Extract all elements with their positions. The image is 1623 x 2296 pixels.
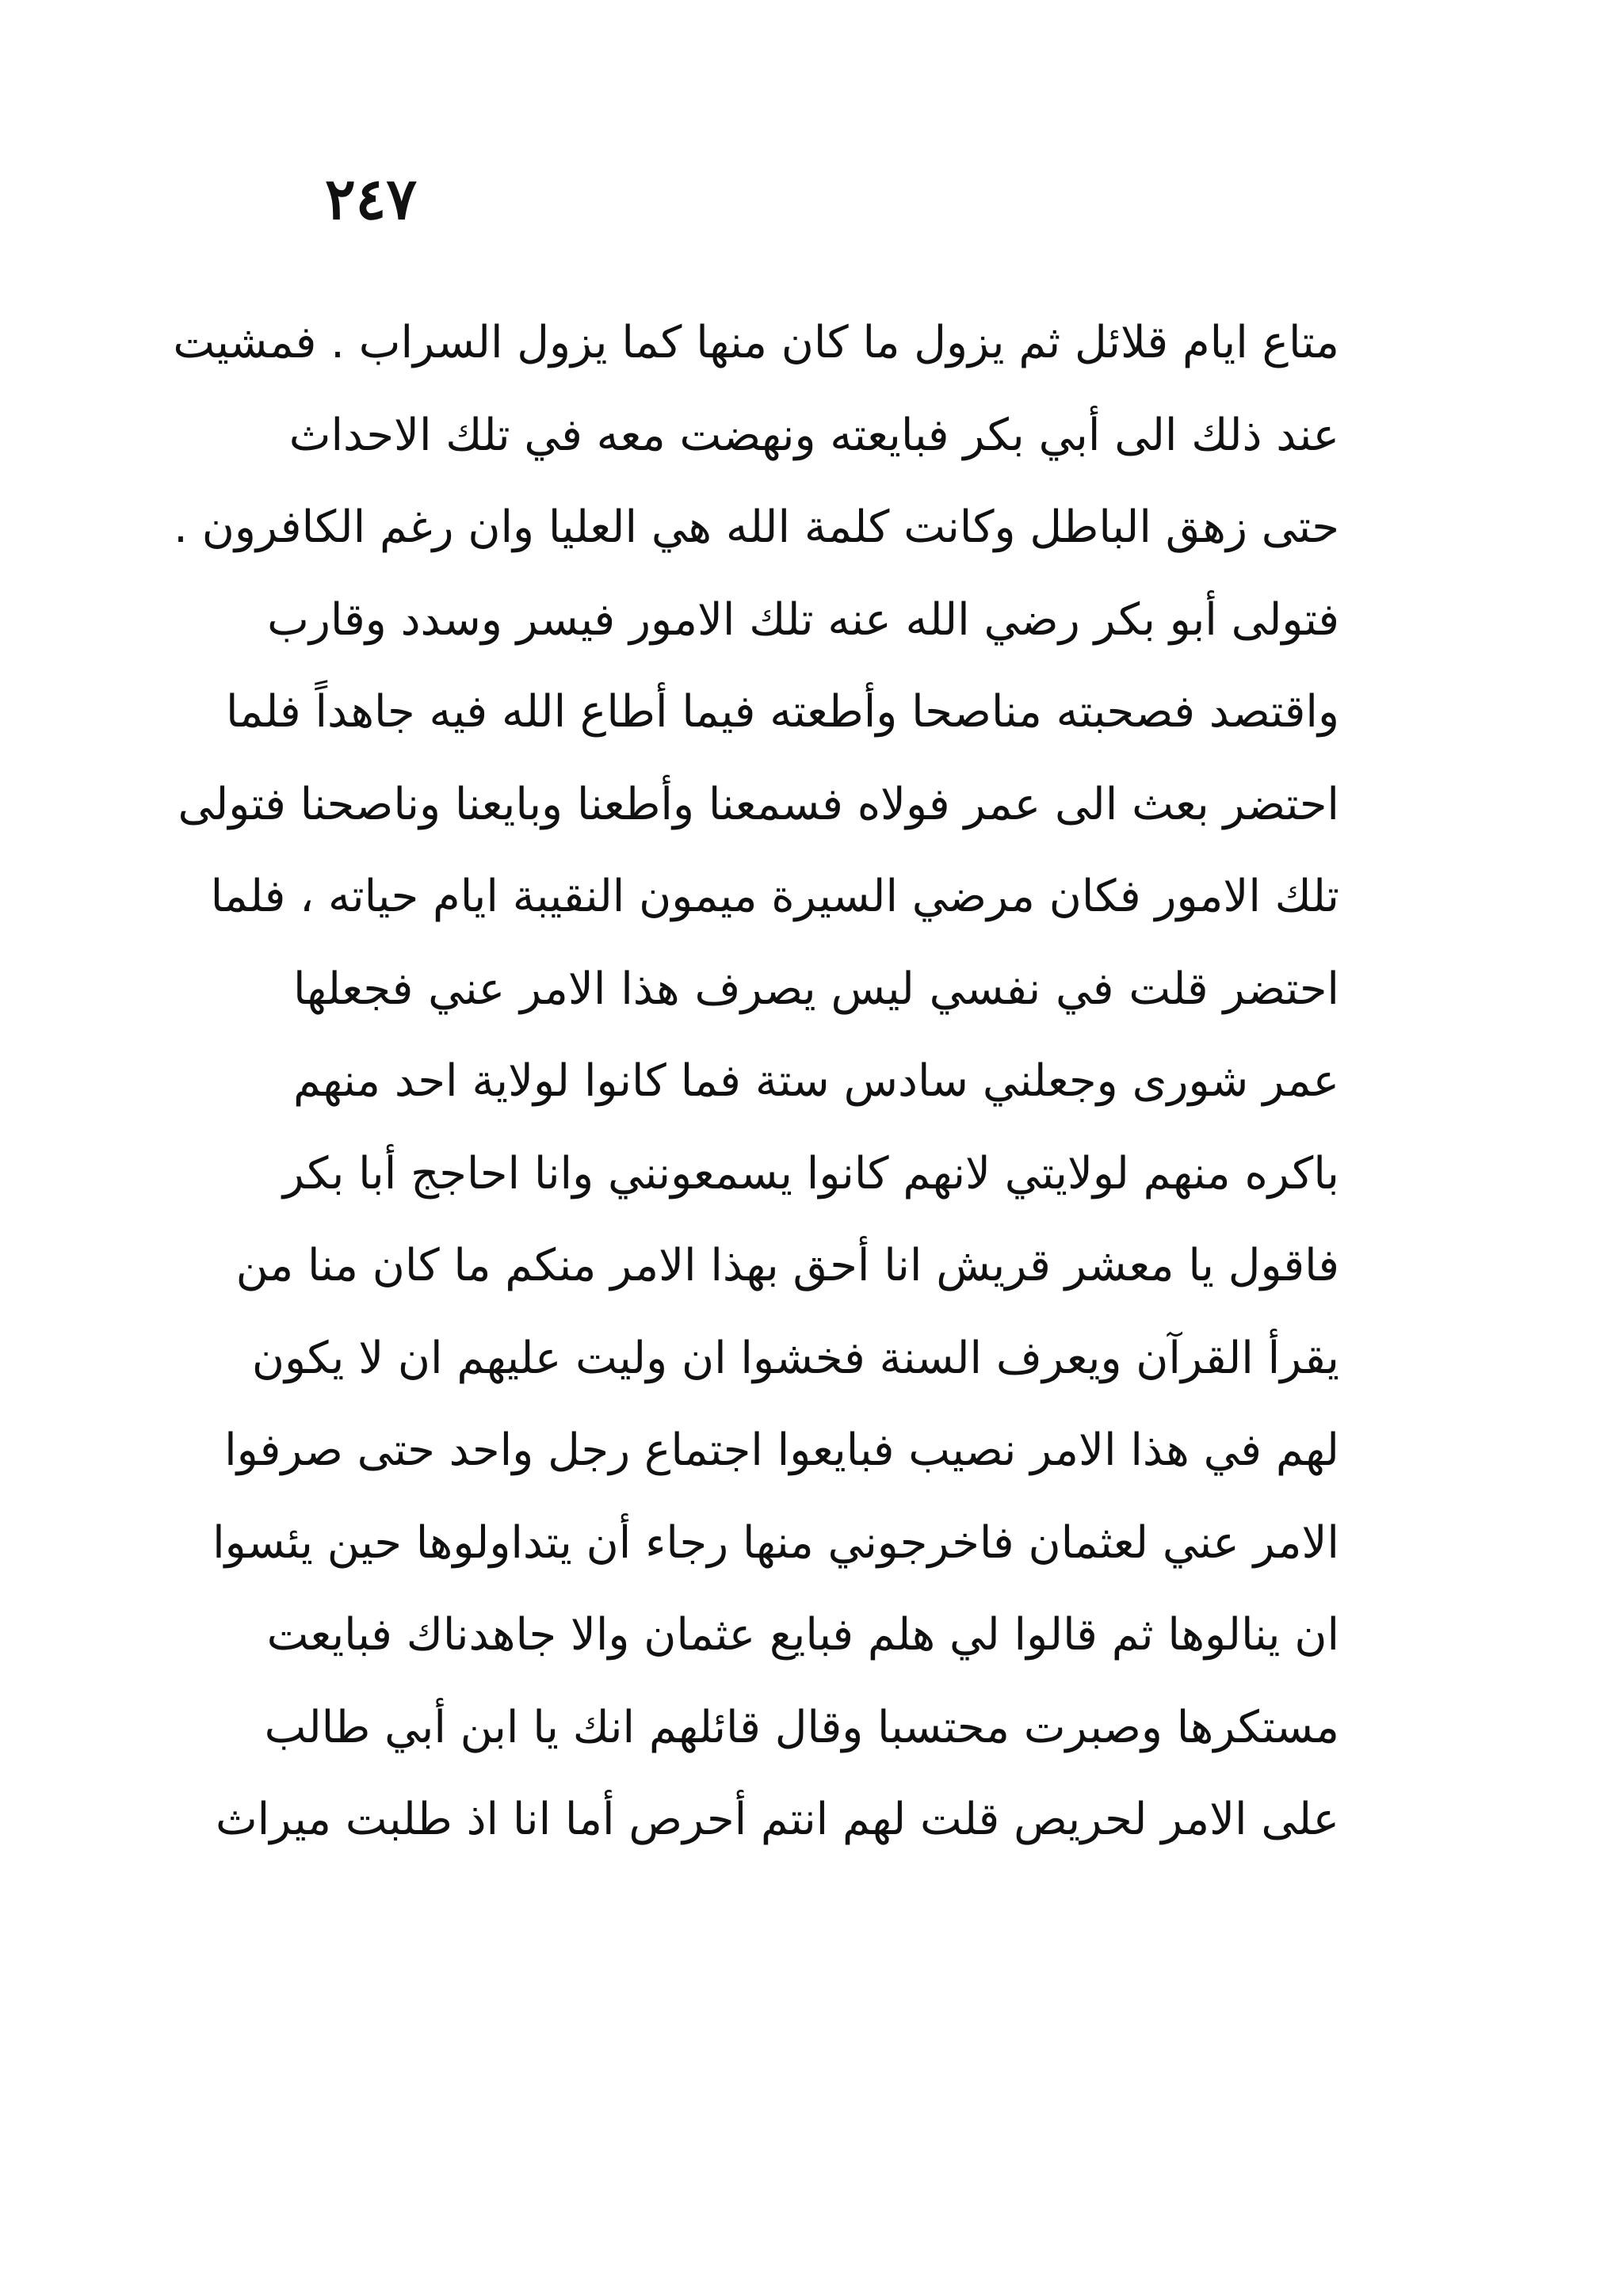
text-line: لهم في هذا الامر نصيب فبايعوا اجتماع رجل واحد حتى صرفوا — [224, 1425, 1339, 1476]
page-number: ٢٤٧ — [325, 165, 418, 232]
text-line: على الامر لحريص قلت لهم انتم أحرص أما انا اذ طلبت ميراث — [215, 1794, 1339, 1845]
text-line: باكره منهم لولايتي لانهم كانوا يسمعونني وانا احاجج أبا بكر — [282, 1147, 1339, 1199]
text-line: تلك الامور فكان مرضي السيرة ميمون النقيبة ايام حياته ، فلما — [210, 871, 1339, 922]
body-text — [173, 297, 1339, 1867]
text-line: الامر عني لعثمان فاخرجوني منها رجاء أن يتداولوها حين يئسوا — [212, 1516, 1339, 1569]
text-line: عند ذلك الى أبي بكر فبايعته ونهضت معه في تلك الاحداث — [288, 409, 1339, 461]
text-line: متاع ايام قلائل ثم يزول ما كان منها كما يزول السراب . فمشيت — [173, 317, 1339, 368]
text-line: يقرأ القرآن ويعرف السنة فخشوا ان وليت عليهم ان لا يكون — [251, 1332, 1339, 1384]
text-line: احتضر بعث الى عمر فولاه فسمعنا وأطعنا وبايعنا وناصحنا فتولى — [178, 778, 1339, 830]
text-line: احتضر قلت في نفسي ليس يصرف هذا الامر عني فجعلها — [293, 963, 1339, 1015]
text-line: فتولى أبو بكر رضي الله عنه تلك الامور فيسر وسدد وقارب — [267, 593, 1339, 646]
text-line: عمر شورى وجعلني سادس ستة فما كانوا لولاية احد منهم — [293, 1055, 1339, 1107]
text-line: فاقول يا معشر قريش انا أحق بهذا الامر منكم ما كان منا من — [235, 1240, 1339, 1291]
text-line: ان ينالوها ثم قالوا لي هلم فبايع عثمان والا جاهدناك فبايعت — [266, 1609, 1339, 1661]
text-line: واقتصد فصحبته مناصحا وأطعته فيما أطاع الله فيه جاهداً فلما — [225, 686, 1339, 738]
text-line: حتى زهق الباطل وكانت كلمة الله هي العليا وان رغم الكافرون . — [174, 502, 1339, 553]
text-line: مستكرها وصبرت محتسبا وقال قائلهم انك يا ابن أبي طالب — [264, 1701, 1339, 1753]
